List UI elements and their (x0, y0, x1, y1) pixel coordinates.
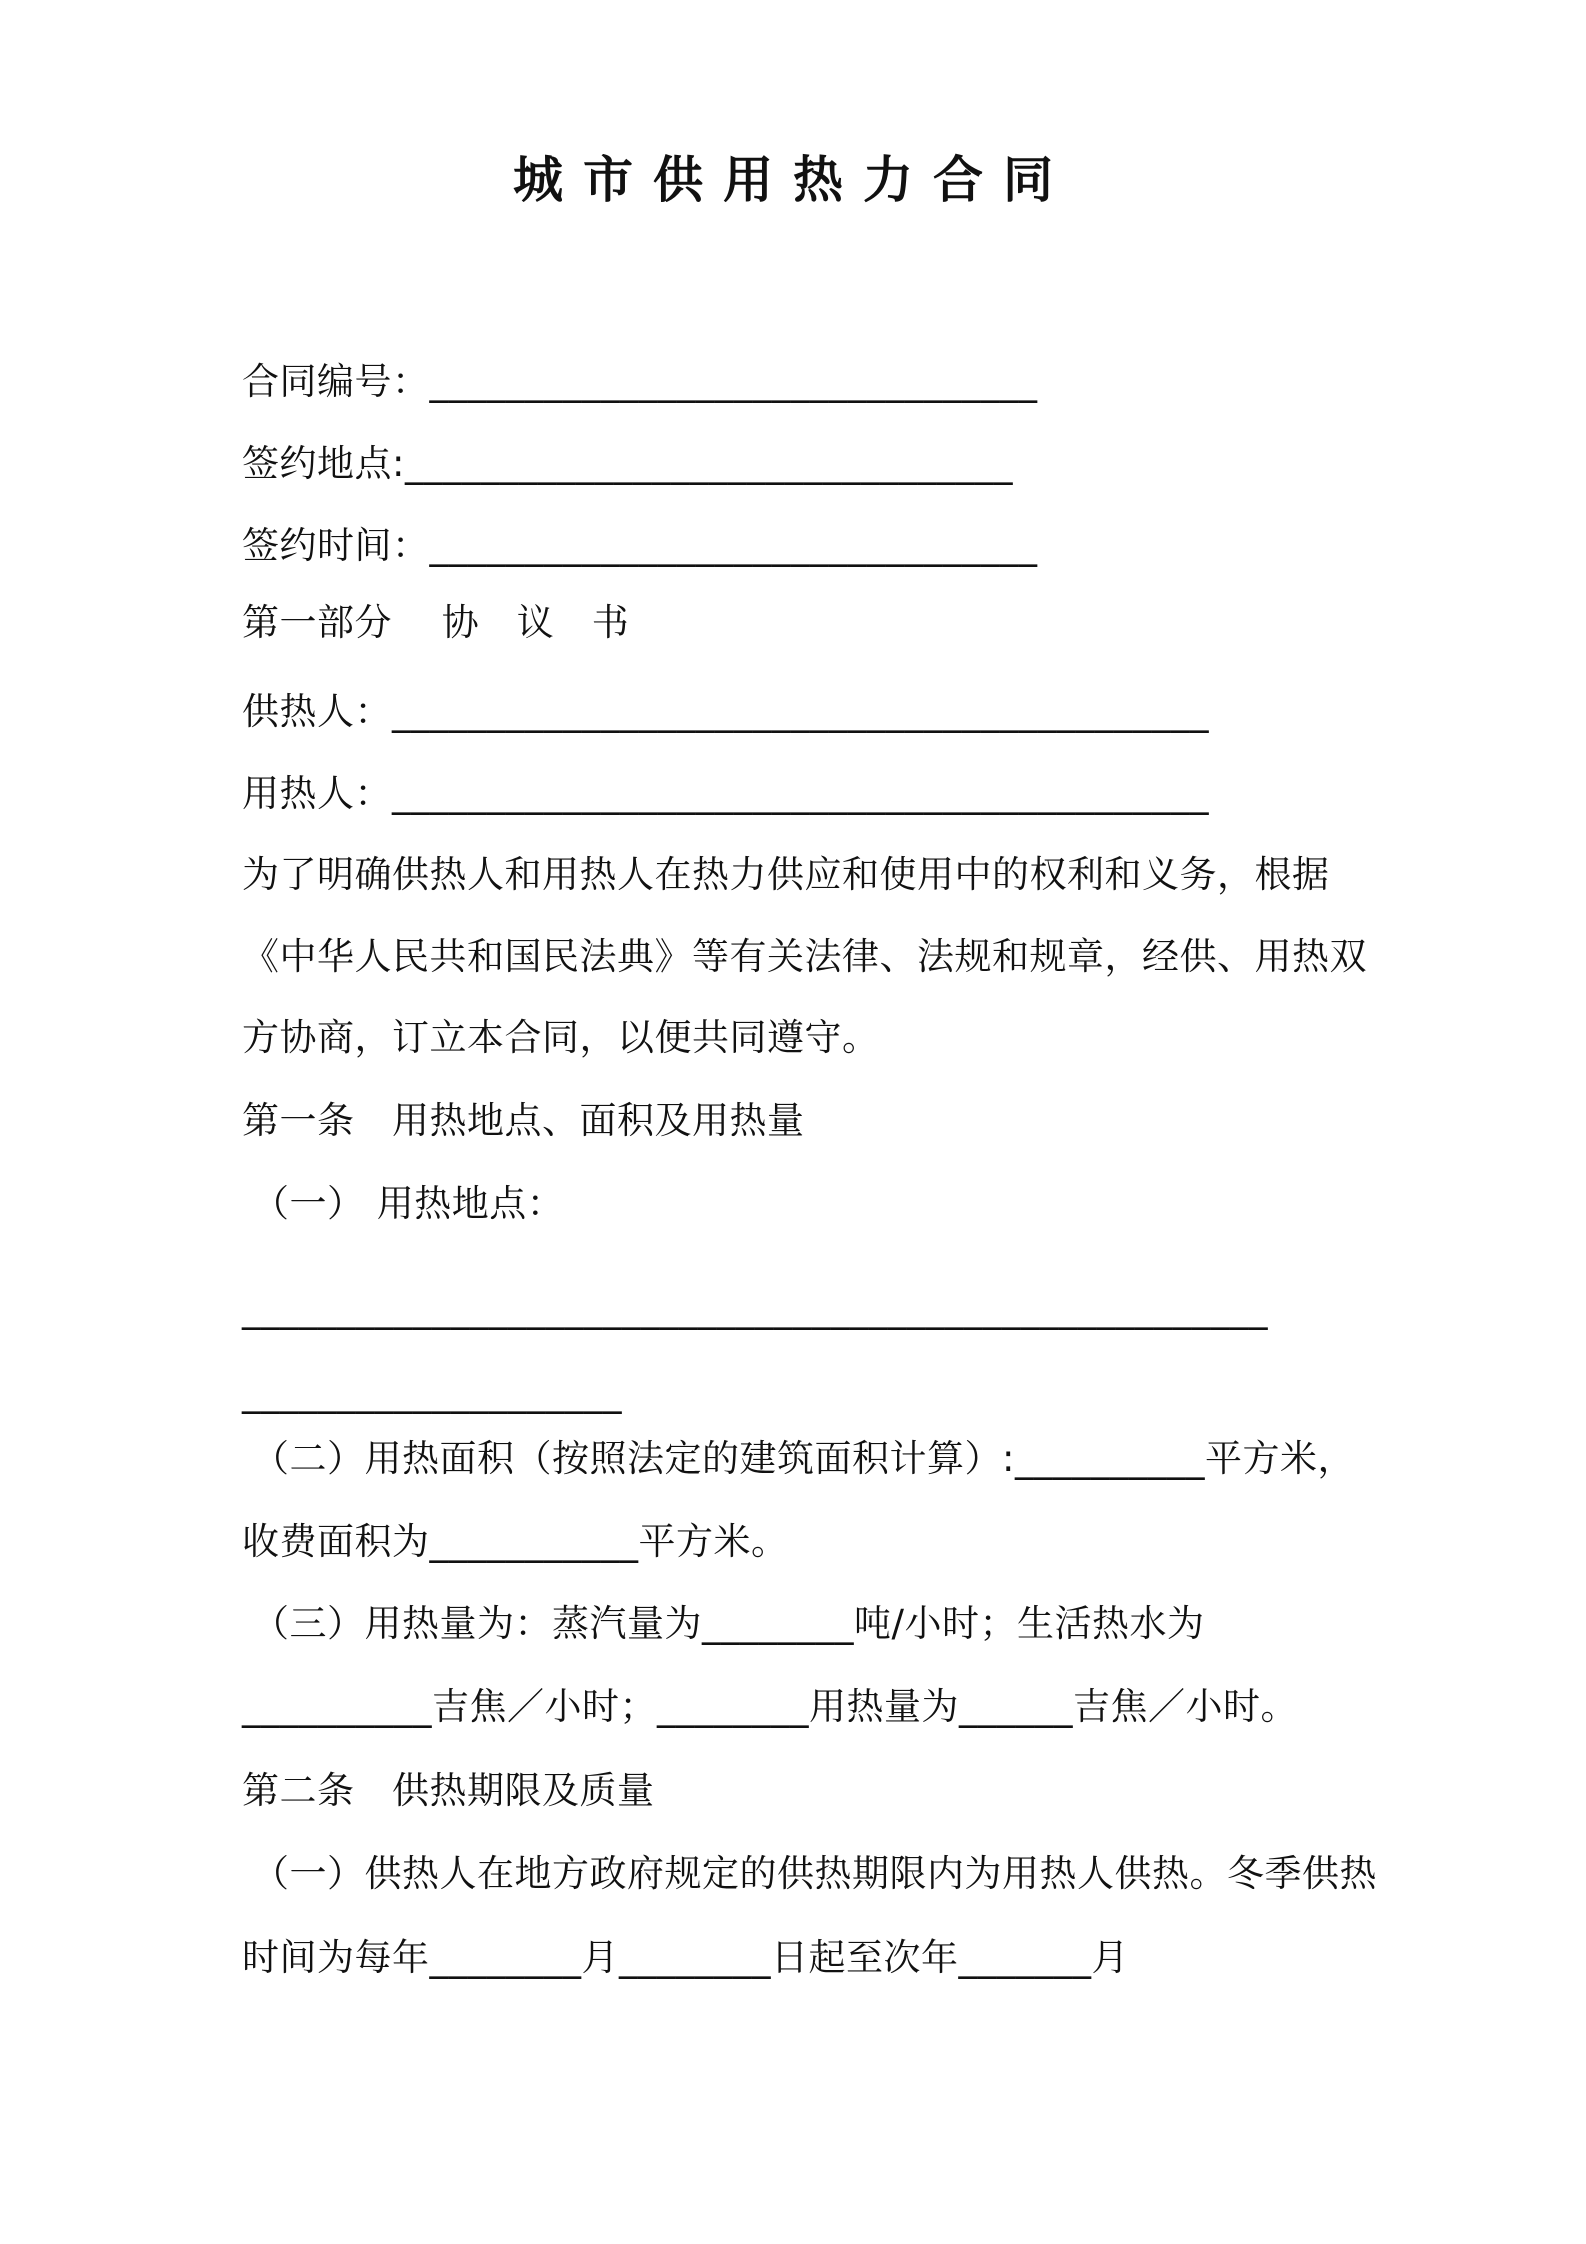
signing-place-line: 签约地点:________________________________ (242, 442, 1013, 485)
heat-quantity-line-2: __________吉焦／小时；________用热量为______吉焦／小时。 (242, 1685, 1298, 1728)
heat-location-blank-1: ______________________________________________________ (242, 1287, 1268, 1330)
heat-quantity-line-1: （三）用热量为：蒸汽量为________吨/小时；生活热水为 (252, 1602, 1205, 1645)
heat-location-blank-2: ____________________ (242, 1371, 622, 1414)
contract-number-line: 合同编号：________________________________ (242, 360, 1038, 403)
supply-period-line-1: （一）供热人在地方政府规定的供热期限内为用热人供热。冬季供热 (252, 1852, 1377, 1895)
heat-supplier-line: 供热人：___________________________________________ (242, 690, 1209, 733)
signing-time-line: 签约时间：________________________________ (242, 524, 1038, 567)
preamble-line-3: 方协商，订立本合同，以便共同遵守。 (242, 1016, 880, 1059)
preamble-line-1: 为了明确供热人和用热人在热力供应和使用中的权利和义务，根据 (242, 853, 1330, 896)
heat-location-label: （一） 用热地点： (252, 1182, 565, 1225)
document-title: 城市供用热力合同 (513, 151, 1073, 209)
heat-user-line: 用热人：___________________________________________ (242, 772, 1209, 815)
article-one-heading: 第一条 用热地点、面积及用热量 (242, 1099, 805, 1142)
article-two-heading: 第二条 供热期限及质量 (242, 1769, 655, 1812)
supply-period-line-2: 时间为每年________月________日起至次年_______月 (242, 1936, 1129, 1979)
preamble-line-2: 《中华人民共和国民法典》等有关法律、法规和规章，经供、用热双 (242, 935, 1367, 978)
heat-area-line: （二）用热面积（按照法定的建筑面积计算）:__________平方米， (252, 1437, 1355, 1480)
billing-area-line: 收费面积为___________平方米。 (242, 1520, 789, 1563)
part-one-heading: 第一部分 协 议 书 (242, 601, 630, 644)
